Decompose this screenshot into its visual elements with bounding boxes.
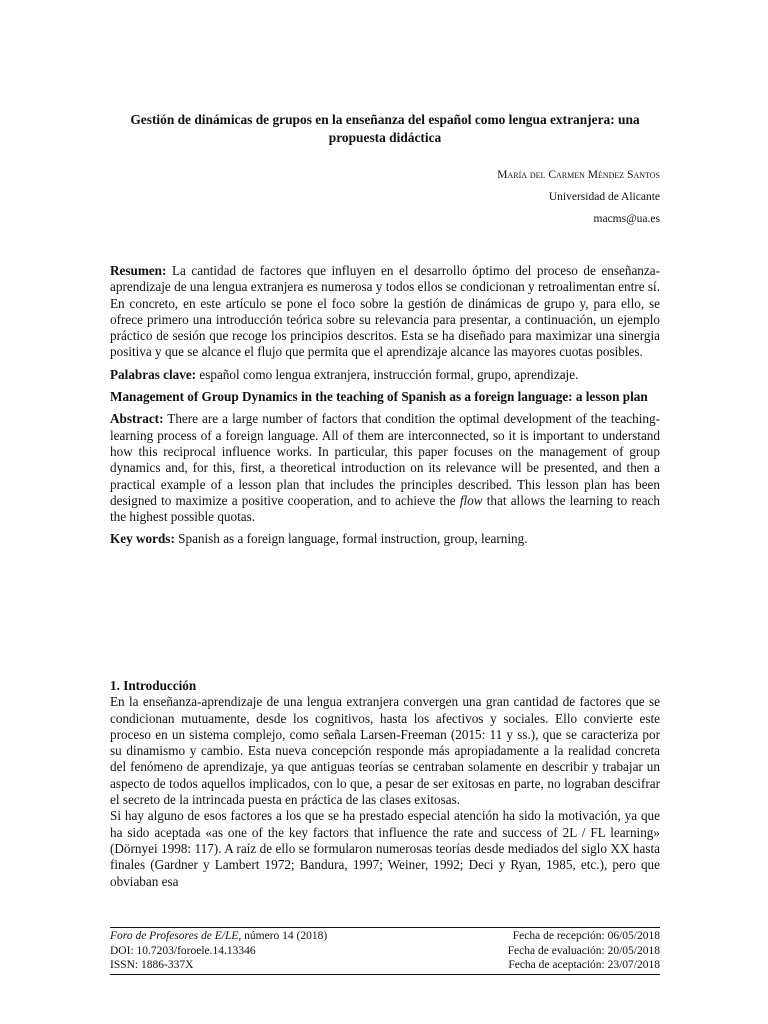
evaluated-date: Fecha de evaluación: 20/05/2018 (507, 944, 660, 957)
abstract-italic-term: flow (459, 492, 483, 508)
footer-box (110, 927, 660, 975)
abstract-text-before: There are a large number of factors that condition the optimal development of the teaching-learning process of a foreign language. All of them are interconnected, so it is important to understand how this reciprocal influence works. In particular, this paper focuses on the management of group dynamics and, for this, first, a theoretical introduction on its relevance will be presented, and then a practical example of a lesson plan that includes the principles described. This lesson plan has been designed to maximize a positive cooperation, and to achieve the (110, 411, 660, 508)
author-email: macms@ua.es (593, 213, 660, 225)
abstract-label: Abstract: (110, 411, 164, 427)
footer-row-3 (110, 958, 660, 973)
resumen-text: La cantidad de factores que influyen en el desarrollo óptimo del proceso de enseñanza-aprendizaje de una lengua extranjera es numerosa y todos ellos se condicionan y retroalimentan entre sí. En concreto, en este artículo se pone el foco sobre la gestión de dinámicas de grupo y, para ello, se ofrece primero una introducción teórica sobre su relevancia para presentar, a continuación, un ejemplo práctico de sesión que recoge los principios descritos. Esta se ha diseñado para maximizar una sinergia positiva y que se alcance el flujo que permita que el aprendizaje alcance las mayores cuotas posibles. (110, 263, 660, 360)
abstract-text-after: that allows the learning to reach the highest possible quotas. (110, 492, 660, 525)
key-words-label: Key words: (110, 531, 175, 547)
footer-row-2 (110, 944, 660, 959)
resumen-paragraph (110, 263, 660, 361)
introduction-heading: 1. Introducción (110, 678, 197, 693)
introduction-paragraph-2: Si hay alguno de esos factores a los que se ha prestado especial atención ha sido la motivación, ya que ha sido aceptada «as one of the key factors that influence the rate and success of 2L / FL learning» (Dörnyei 1998: 117). A raíz de ello se formularon numerosas teorías desde mediados del siglo XX hasta finales (Gardner y Lambert 1972; Bandura, 1997; Weiner, 1992; Deci y Ryan, 1985, etc.), pero que obviaban esa (110, 808, 660, 889)
introduction-section (110, 678, 660, 890)
article-title: Gestión de dinámicas de grupos en la enseñanza del español como lengua extranjera: una propuesta didáctica (130, 112, 640, 145)
author-block (110, 164, 660, 230)
abstract-paragraph (110, 411, 660, 525)
palabras-clave-label: Palabras clave: (110, 366, 197, 382)
palabras-clave-text: español como lengua extranjera, instrucción formal, grupo, aprendizaje. (196, 366, 579, 382)
key-words-paragraph (110, 531, 660, 547)
palabras-clave-paragraph (110, 367, 660, 383)
author-affiliation: Universidad de Alicante (548, 191, 660, 203)
introduction-paragraph-1: En la enseñanza-aprendizaje de una lengua extranjera convergen una gran cantidad de factores que se condicionan mutuamente, desde los cognitivos, hasta los afectivos y sociales. Ello convierte este proceso en un sistema complejo, como señala Larsen-Freeman (2015: 11 y ss.), que se caracteriza por su dinamismo y cambio. Esta nueva concepción responde más apropiadamente a la realidad concreta del fenómeno de aprendizaje, ya que antiguas teorías se centraban solamente en describir y trabajar un aspecto de todos aquellos implicados, con lo que, a pesar de ser exitosas en parte, no lograban descifrar el secreto de la intrincada puesta en práctica de las clases exitosas. (110, 694, 660, 808)
accepted-date: Fecha de aceptación: 23/07/2018 (508, 959, 660, 971)
journal-issue: , número 14 (2018) (238, 930, 328, 942)
received-date: Fecha de recepción: 06/05/2018 (512, 930, 660, 942)
resumen-label: Resumen: (110, 263, 167, 278)
footer-row-1 (110, 929, 660, 944)
abstracts-section (110, 263, 660, 554)
journal-title: Foro de Profesores de E/LE (110, 930, 239, 942)
key-words-text: Spanish as a foreign language, formal instruction, group, learning. (174, 531, 528, 547)
english-title: Management of Group Dynamics in the teaching of Spanish as a foreign language: a lesson plan (110, 389, 648, 405)
issn: ISSN: 1886-337X (110, 959, 194, 971)
journal-name (110, 929, 327, 944)
doi: DOI: 10.7203/foroele.14.13346 (110, 944, 256, 957)
author-name: María del Carmen Méndez Santos (497, 169, 660, 181)
